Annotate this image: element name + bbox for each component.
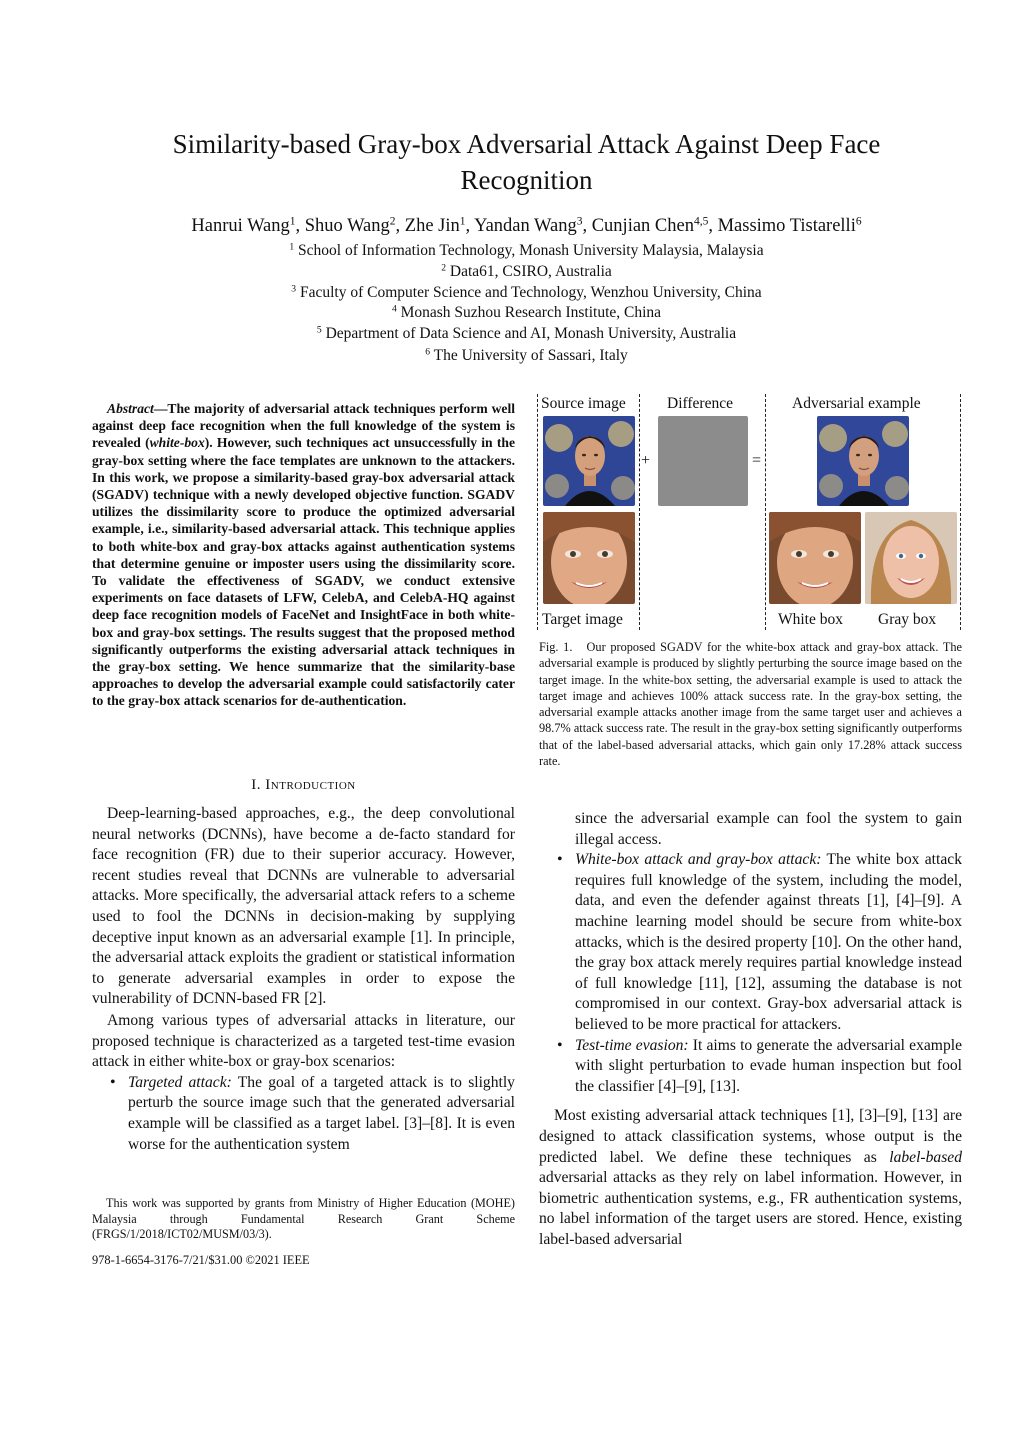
- label-difference: Difference: [667, 395, 733, 412]
- right-paragraph: [539, 1106, 962, 1250]
- label-adversarial-example: Adversarial example: [792, 395, 921, 412]
- adversarial-image: [817, 416, 909, 506]
- bullet-list: [92, 1073, 515, 1155]
- caption-label: Fig. 1.: [539, 640, 573, 654]
- abstract-dash: —: [153, 401, 168, 416]
- figure-divider: [960, 394, 961, 630]
- bullet-text: The goal of a targeted attack is to slightly perturb the source image such that the generated adversarial example will be classified as a target label. [3]–[8]. It is even worse for the authentication system: [128, 1073, 515, 1153]
- intro-right-column: [539, 809, 962, 1250]
- label-white-box: White box: [778, 611, 843, 628]
- white-box-image: [769, 512, 861, 604]
- author-affil-sup: 6: [855, 215, 862, 228]
- paragraph-emphasis: label-based: [889, 1148, 962, 1166]
- author-affil-sup: 3: [576, 215, 583, 228]
- affiliation-text: The University of Sassari, Italy: [433, 347, 628, 364]
- author-name: Yandan Wang: [474, 216, 577, 236]
- funding-footnote: [92, 1196, 515, 1243]
- author-list: Hanrui Wang$^1$, Shuo Wang$^2$, Zhe Jin$^1$, Yandan Wang$^3$, Cunjian Chen$^{4,5}$, Massimo Tistarelli$^6$: [191, 215, 862, 236]
- intro-left-column: [92, 804, 515, 1155]
- section-heading-introduction: [92, 777, 515, 794]
- bullet-label: White-box attack and gray-box attack:: [575, 851, 822, 869]
- bullet-label: Test-time evasion:: [575, 1036, 689, 1054]
- affiliation-sup: 1: [289, 241, 295, 253]
- bullet-test-time-evasion: [575, 1036, 962, 1098]
- abstract-emphasis: white-box: [149, 435, 205, 451]
- affiliation-text: School of Information Technology, Monash University Malaysia, Malaysia: [298, 242, 764, 259]
- author-name: Hanrui Wang: [191, 216, 290, 236]
- figure-divider: [537, 394, 538, 630]
- affiliation-sup: 6: [425, 346, 431, 358]
- abstract: [92, 400, 515, 710]
- label-gray-box: Gray box: [878, 611, 937, 628]
- footnote-text: This work was supported by grants from Ministry of Higher Education (MOHE) Malaysia through Fundamental Research Grant Scheme (FRGS/1/2018/ICT02/MUSM/03/3).: [92, 1196, 515, 1241]
- affiliation-sup: 2: [441, 262, 447, 274]
- affiliation-text: Department of Data Science and AI, Monash University, Australia: [325, 325, 737, 342]
- paragraph-text-continued: adversarial attacks as they rely on label information. However, in biometric authentication systems, e.g., FR authentication systems, no label information of the target users are stored. Hence, existing label-based adversarial: [539, 1169, 962, 1248]
- author-name: Zhe Jin: [404, 216, 460, 236]
- author-affil-sup: 1: [289, 215, 296, 228]
- paragraph-text: Most existing adversarial attack techniques [1], [3]–[9], [13] are designed to attack classification systems, whose output is the predicted label. We define these techniques as: [539, 1107, 962, 1166]
- figure-caption: [539, 639, 962, 769]
- affiliation-sup: 3: [291, 283, 297, 295]
- affiliation-text: Data61, CSIRO, Australia: [449, 263, 612, 280]
- bullet-white-gray-box: [575, 850, 962, 1035]
- bullet-text: The white box attack requires full knowledge of the system, including the model, data, and even the defender against threats [1], [4]–[9]. A machine learning model should be secure from white-box attacks, which is the desired property [10]. On the other hand, the gray box attack merely requires partial knowledge instead of full knowledge [11], [12], assuming the database is not compromised in our context. Gray-box adversarial attack is believed to be more practical for attackers.: [575, 851, 962, 1033]
- affiliation-5: [100, 324, 953, 344]
- caption-text: Our proposed SGADV for the white-box attack and gray-box attack. The adversarial example is produced by slightly perturbing the source image based on the target image. In the white-box setting, the adversarial example is used to attack the target image and achieves 100% attack success rate. In the gray-box setting, the adversarial example attacks another image from the same target user and achieves a 98.7% attack success rate. The result in the gray-box setting significantly outperforms that of the label-based adversarial attacks, which gain only 17.28% attack success rate.: [539, 640, 962, 769]
- gray-box-image: [865, 512, 957, 604]
- figure-divider: [765, 394, 766, 630]
- author-name: Cunjian Chen: [591, 216, 694, 236]
- bullet-continuation: since the adversarial example can fool the system to gain illegal access.: [575, 810, 962, 848]
- affiliation-1: [100, 241, 953, 261]
- isbn-copyright: 978-1-6654-3176-7/21/$31.00 ©2021 IEEE: [92, 1253, 310, 1267]
- affiliation-2: [100, 262, 953, 282]
- plus-sign: +: [641, 452, 651, 469]
- author-affil-sup: 1: [459, 215, 466, 228]
- bullet-text: It aims to generate the adversarial example with slight perturbation to evade human inspection but fool the classifier [4]–[9], [13].: [575, 1036, 962, 1095]
- intro-paragraph-1: Deep-learning-based approaches, e.g., the deep convolutional neural networks (DCNNs), have become a de-facto standard for face recognition (FR) due to their superior accuracy. However, recent studies reveal that DCNNs are vulnerable to adversarial attacks. More specifically, the adversarial attack refers to a scheme used to fool the DCNNs in decision-making by supplying deceptive input known as an adversarial example [1]. In principle, the adversarial attack exploits the gradient or statistical information to generate adversarial examples in order to expose the vulnerability of DCNN-based FR [2].: [92, 805, 515, 1008]
- affiliation-sup: 5: [316, 324, 322, 336]
- affiliation-text: Faculty of Computer Science and Technology, Wenzhou University, China: [299, 284, 762, 301]
- author-name: Massimo Tistarelli: [717, 216, 856, 236]
- affiliation-sup: 4: [391, 303, 397, 315]
- intro-paragraph-2: Among various types of adversarial attacks in literature, our proposed technique is characterized as a targeted test-time evasion attack in either white-box or gray-box scenarios:: [92, 1011, 515, 1071]
- abstract-label: Abstract: [107, 401, 154, 416]
- title-line-1: Similarity-based Gray-box Adversarial Attack Against Deep Face: [172, 129, 881, 159]
- abstract-text-continued: ). However, such techniques act unsuccessfully in the gray-box setting where the face templates are unknown to the attackers. In this work, we propose a similarity-based gray-box adversarial attack (SGADV) technique with a newly developed objective function. SGADV utilizes the dissimilarity score to produce the optimized adversarial example, i.e., similarity-based adversarial attack. This technique applies to both white-box and gray-box attacks against authentication systems that determine genuine or imposter users using the dissimilarity score. To validate the effectiveness of SGADV, we conduct extensive experiments on face datasets of LFW, CelebA, and CelebA-HQ against deep face recognition models of FaceNet and InsightFace in both white-box and gray-box settings. The results suggest that the proposed method significantly outperforms the existing adversarial attack techniques in the gray-box setting. We hence summarize that the similarity-base approaches to develop the adversarial example could satisfactorily cater to the gray-box attack scenarios for de-authentication.: [92, 435, 515, 709]
- figure-divider: [639, 394, 640, 630]
- label-target-image: Target image: [542, 611, 623, 628]
- bullet-list: [539, 850, 962, 1097]
- equals-sign: =: [752, 452, 762, 469]
- title-line-2: Recognition: [460, 165, 593, 195]
- affiliation-3: [100, 283, 953, 303]
- affiliation-text: Monash Suzhou Research Institute, China: [400, 304, 662, 321]
- label-source-image: Source image: [541, 395, 626, 412]
- author-affil-sup: 4,5: [693, 215, 709, 228]
- section-number: I.: [251, 777, 262, 793]
- affiliation-4: [100, 303, 953, 323]
- bullet-targeted-attack: [128, 1073, 515, 1155]
- source-image: [543, 416, 635, 506]
- paper-title: [80, 126, 973, 198]
- section-title: Introduction: [265, 777, 356, 793]
- affiliation-6: [100, 346, 953, 366]
- bullet-label: Targeted attack:: [128, 1073, 232, 1091]
- difference-image: [658, 416, 748, 506]
- target-image: [543, 512, 635, 604]
- author-name: Shuo Wang: [304, 216, 390, 236]
- author-affil-sup: 2: [389, 215, 396, 228]
- figure-1: [535, 392, 965, 632]
- abstract-text: The majority of adversarial attack techniques perform well against deep face recognition when the full knowledge of the system is revealed (: [92, 401, 515, 451]
